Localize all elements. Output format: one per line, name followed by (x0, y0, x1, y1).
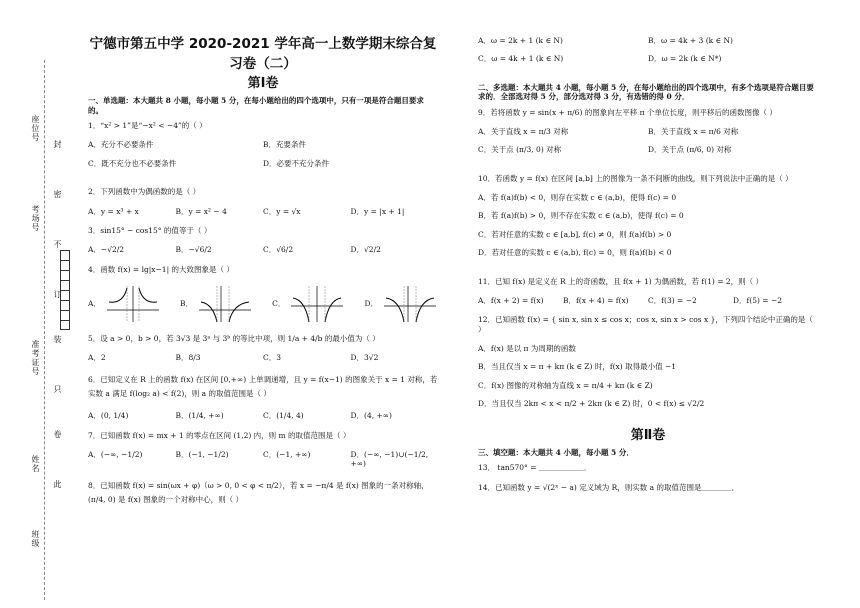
q4-label-d: D． (364, 299, 378, 309)
binding-margin (0, 0, 80, 608)
q2-option-c[interactable]: C．y = √x (263, 206, 301, 216)
q5-option-d[interactable]: D．3√2 (350, 353, 379, 363)
q4-label-c: C． (272, 299, 286, 309)
seal-char-bu: 不 (53, 240, 62, 249)
question-5-options (88, 353, 438, 362)
q10-option-d[interactable]: D．若对任意的实数 c ∈ (a,b), f(c) = 0，则 f(a)f(b) < 0 (478, 248, 672, 258)
single-choice-instructions: 一、单选题：本大题共 8 小题，每小题 5 分，在每小题给出的四个选项中，只有一项是符合题目要求的。 (88, 96, 424, 115)
q9-option-b[interactable]: B．关于直线 x = π/6 对称 (648, 126, 739, 136)
q2-option-a[interactable]: A．y = x³ + x (88, 206, 139, 216)
q1-option-d[interactable]: D．必要不充分条件 (263, 158, 330, 168)
seal-char-ding: 订 (53, 290, 62, 299)
q6-option-d[interactable]: D．(4, +∞) (350, 411, 392, 421)
fill-in-instructions: 三、填空题：本大题共 4 小题，每小题 5 分． (478, 447, 634, 457)
q4-label-b: B． (180, 299, 194, 309)
question-8-options (478, 36, 818, 73)
q10-option-a[interactable]: A．若 f(a)f(b) < 0，则存在实数 c ∈ (a,b)，使得 f(c) = 0 (478, 193, 677, 202)
q12-option-c[interactable]: C．f(x) 图像的对称轴为直线 x = π/4 + kπ (k ∈ Z) (478, 380, 653, 390)
seal-char-zhuang: 装 (53, 335, 62, 344)
name-label: 姓名 (31, 455, 40, 473)
question-3-stem: 3．sin15° − cos15° 的值等于（ ） (88, 225, 212, 235)
right-column (478, 36, 818, 502)
q12-option-d[interactable]: D．当且仅当 2kπ < x < π/2 + 2kπ (k ∈ Z) 时，0 < f(x) ≤ √2/2 (478, 399, 705, 409)
q4-option-c[interactable] (272, 284, 345, 324)
exam-title: 宁德市第五中学 2020-2021 学年高一上数学期末综合复习卷（二） (89, 36, 437, 72)
q1-option-a[interactable]: A．充分不必要条件 (88, 140, 154, 150)
q5-option-c[interactable]: C．3 (263, 353, 282, 363)
question-3-options (88, 245, 438, 254)
q3-option-b[interactable]: B．−√6/2 (175, 245, 212, 255)
q8-option-b[interactable]: B．ω = 4k + 3 (k ∈ N) (648, 36, 733, 45)
question-10-options (478, 193, 818, 267)
left-column (88, 34, 438, 517)
q3-option-c[interactable]: C．√6/2 (263, 245, 294, 255)
question-6-stem: 6．已知定义在 R 上的函数 f(x) 在区间 [0,+∞) 上单调递增，且 y = f(x−1) 的图象关于 x = 1 对称，若实数 a 满足 f(log₂ a) < f(2)，则 a 的取值范围是（ ） (88, 374, 438, 398)
question-10-stem: 10．若函数 y = f(x) 在区间 [a,b] 上的图像为一条不间断的曲线，则下列说法中正确的是（ ） (478, 173, 793, 183)
q1-option-b[interactable]: B．充要条件 (263, 140, 307, 150)
q6-option-c[interactable]: C．(1/4, 4) (263, 411, 304, 421)
q1-option-c[interactable]: C．既不充分也不必要条件 (88, 158, 177, 168)
q12-option-b[interactable]: B．当且仅当 x = π + kπ (k ∈ Z) 时，f(x) 取得最小值 −1 (478, 362, 677, 372)
q3-option-a[interactable]: A．−√2/2 (88, 245, 125, 255)
question-2-stem: 2．下列函数中为偶函数的是（ ） (88, 187, 201, 197)
q4-label-a: A． (88, 299, 101, 309)
question-12-options (478, 344, 818, 418)
question-7-stem: 7．已知函数 f(x) = mx + 1 的零点在区间 (1,2) 内，则 m 的取值范围是（ ） (88, 430, 351, 440)
seal-char-feng: 封 (53, 140, 62, 149)
question-6-options (88, 411, 438, 420)
seal-line (44, 60, 45, 600)
graph-d-icon (382, 284, 438, 324)
q7-option-b[interactable]: B．(−1, −1/2) (175, 450, 229, 459)
question-1-options (88, 140, 438, 177)
class-label: 班级 (31, 530, 40, 548)
part-two-heading: 第Ⅱ卷 (630, 427, 666, 443)
question-11-options (478, 296, 818, 305)
question-5-stem: 5．设 a > 0，b > 0，若 3√3 是 3ᵃ 与 3ᵇ 的等比中项，则 1/a + 4/b 的最小值为（ ） (88, 334, 380, 343)
question-9-options (478, 127, 818, 164)
question-9-stem: 9．若将函数 y = sin(x + π/6) 的图象向左平移 π 个单位长度，则平移后的函数图像（ ） (478, 107, 777, 117)
q10-option-c[interactable]: C．若对任意的实数 c ∈ [a,b], f(c) ≠ 0，则 f(a)f(b) > 0 (478, 229, 672, 239)
graph-c-icon (289, 284, 345, 324)
q8-option-c[interactable]: C．ω = 4k + 1 (k ∈ N) (478, 54, 564, 64)
q5-option-b[interactable]: B．8/3 (175, 353, 201, 363)
q12-option-a[interactable]: A．f(x) 是以 π 为周期的函数 (478, 344, 576, 353)
graph-b-icon (197, 284, 253, 324)
q2-option-d[interactable]: D．y = |x + 1| (350, 206, 405, 216)
question-8-stem: 8．已知函数 f(x) = sin(ωx + φ)（ω > 0, 0 < φ < π/2），若 x = −π/4 是 f(x) 图象的一条对称轴，(π/4, 0) 是 f(x) 图象的一个对称中心，则（ ） (88, 480, 429, 504)
q7-option-d[interactable]: D．(−∞, −1)∪(−1/2, +∞) (350, 450, 429, 469)
q7-option-c[interactable]: C．(−1, +∞) (263, 450, 311, 459)
q6-option-b[interactable]: B．(1/4, +∞) (175, 411, 224, 421)
q11-option-a[interactable]: A．f(x + 2) = f(x) (478, 295, 544, 305)
graph-a-icon (105, 284, 161, 324)
q2-option-b[interactable]: B．y = x² − 4 (175, 206, 227, 216)
part-one-heading: 第Ⅰ卷 (247, 76, 279, 91)
q11-option-b[interactable]: B．f(x + 4) = f(x) (563, 295, 629, 305)
question-7-options (88, 450, 438, 469)
seal-char-zhi: 只 (53, 385, 62, 394)
seal-char-ci: 此 (53, 480, 62, 489)
q10-option-b[interactable]: B．若 f(a)f(b) > 0，则不存在实数 c ∈ (a,b)，使得 f(c) = 0 (478, 211, 684, 221)
question-2-options (88, 207, 438, 216)
q8-option-d[interactable]: D．ω = 2k (k ∈ N*) (648, 54, 722, 64)
question-11-stem: 11．已知 f(x) 是定义在 R 上的奇函数，且 f(x + 1) 为偶函数，若 f(1) = 2，则（ ） (478, 276, 764, 286)
question-13[interactable]: 13． tan570° = ＿＿＿＿＿＿． (478, 463, 592, 473)
question-1-stem: 1．“x² > 1”是“−x² < −4”的（ ） (88, 121, 207, 130)
question-4-stem: 4．函数 f(x) = lg|x−1| 的大致图象是（ ） (88, 264, 234, 274)
q9-option-c[interactable]: C．关于点 (π/3, 0) 对称 (478, 145, 562, 155)
q6-option-a[interactable]: A．(0, 1/4) (88, 411, 129, 421)
multi-choice-instructions: 二、多选题：本大题共 4 小题，每小题 5 分，在每小题给出的四个选项中，有多个选项是符合题目要求的．全部选对得 5 分，部分选对得 3 分，有选错的得 0 分． (478, 82, 814, 102)
q3-option-d[interactable]: D．√2/2 (350, 245, 381, 255)
seat-number-label: 座位号 (31, 115, 40, 142)
question-4-graphs (88, 284, 438, 324)
question-12-stem: 12．已知函数 f(x) = { sin x, sin x ≤ cos x；cos x, sin x > cos x }，下列四个结论中正确的是（ ） (478, 315, 813, 334)
q11-option-d[interactable]: D．f(5) = −2 (733, 295, 783, 305)
q8-option-a[interactable]: A．ω = 2k + 1 (k ∈ N) (478, 36, 563, 45)
q11-option-c[interactable]: C．f(3) = −2 (648, 295, 697, 305)
q4-option-b[interactable] (180, 284, 253, 324)
seal-char-juan: 卷 (53, 430, 62, 439)
q4-option-a[interactable] (88, 284, 161, 324)
exam-room-label: 考场号 (31, 205, 40, 232)
q5-option-a[interactable]: A．2 (88, 353, 106, 363)
q9-option-d[interactable]: D．关于点 (π/6, 0) 对称 (648, 145, 732, 155)
seal-char-mi: 密 (53, 190, 62, 199)
q7-option-a[interactable]: A．(−∞, −1/2) (88, 450, 143, 459)
ticket-number-label: 准考证号 (31, 340, 40, 376)
q9-option-a[interactable]: A．关于直线 x = π/3 对称 (478, 126, 569, 136)
question-14[interactable]: 14．已知函数 y = √(2ˣ − a) 定义域为 R，则实数 a 的取值范围是＿＿＿＿． (478, 482, 739, 492)
ticket-number-boxes[interactable] (60, 250, 70, 330)
q4-option-d[interactable] (364, 284, 438, 324)
